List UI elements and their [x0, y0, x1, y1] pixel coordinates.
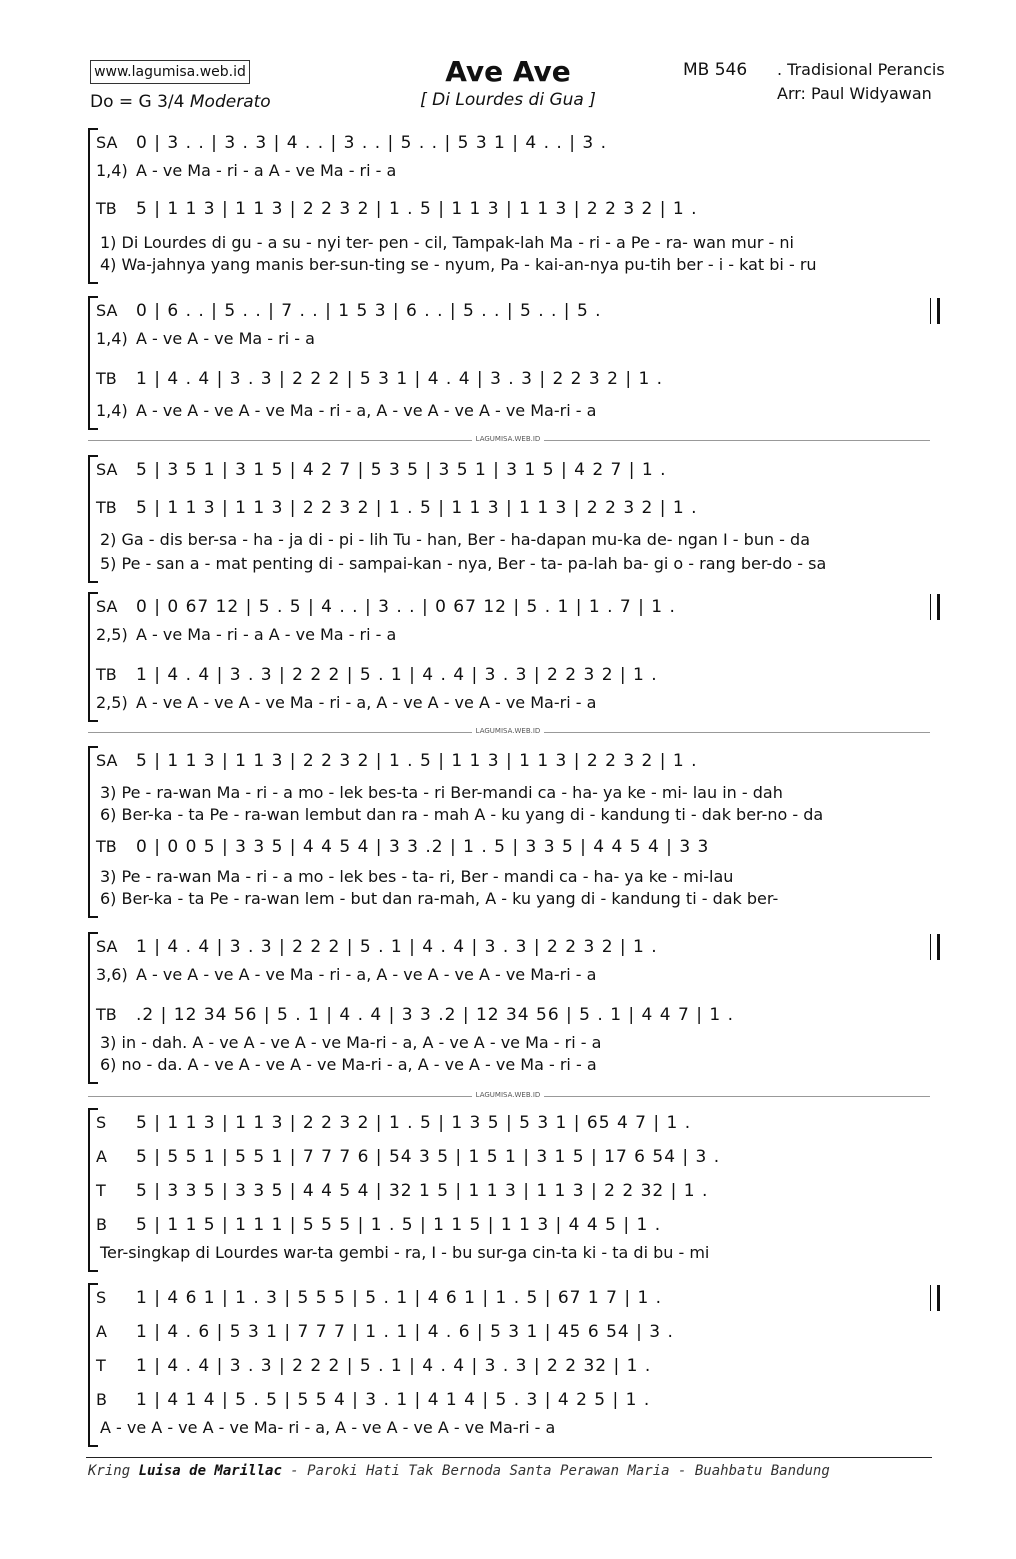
voice-label: B [96, 1215, 107, 1234]
lyrics-text: A - ve A - ve A - ve Ma- ri - a, A - ve A - ve A - ve Ma-ri - a [100, 1418, 556, 1437]
lyrics-row [96, 1417, 940, 1439]
verse-label: 1,4) [96, 329, 128, 348]
voice-label: TB [96, 199, 117, 218]
lyrics-text: 3) Pe - ra-wan Ma - ri - a mo - lek bes - ta- ri, Ber - mandi ca - ha- ya ke - mi-lau [100, 867, 734, 886]
voice-label: SA [96, 937, 118, 956]
lyrics-row [96, 328, 940, 350]
lyrics-text: 6) Ber-ka - ta Pe - ra-wan lem - but dan ra-mah, A - ku yang di - kandung ti - dak ber- [100, 889, 779, 908]
notes-text: 5 | 1 1 3 | 1 1 3 | 2 2 3 2 | 1 . 5 | 1 1 3 | 1 1 3 | 2 2 3 2 | 1 . [136, 498, 698, 518]
lyrics-row [96, 232, 940, 254]
notation-row [96, 364, 940, 394]
watermark-label [0, 727, 1016, 735]
voice-label: S [96, 1288, 107, 1307]
voice-label: A [96, 1147, 107, 1166]
notes-text: 1 | 4 . 4 | 3 . 3 | 2 2 2 | 5 . 1 | 4 . 4 | 3 . 3 | 2 2 32 | 1 . [136, 1356, 652, 1376]
voice-label: A [96, 1322, 107, 1341]
song-title: Ave Ave [445, 55, 571, 88]
notes-text: 5 | 1 1 3 | 1 1 3 | 2 2 3 2 | 1 . 5 | 1 1 3 | 1 1 3 | 2 2 3 2 | 1 . [136, 751, 698, 771]
song-subtitle: [ Di Lourdes di Gua ] [420, 90, 596, 110]
system-1 [88, 128, 940, 286]
lyrics-row [96, 160, 940, 182]
notation-row [96, 455, 940, 485]
verse-label: 3,6) [96, 965, 128, 984]
voice-label: T [96, 1356, 106, 1375]
notation-row [96, 296, 940, 326]
notes-text: 0 | 3 . . | 3 . 3 | 4 . . | 3 . . | 5 . . | 5 3 1 | 4 . . | 3 . [136, 133, 607, 153]
notation-row [96, 832, 940, 862]
notes-text: 5 | 5 5 1 | 5 5 1 | 7 7 7 6 | 54 3 5 | 1 5 1 | 3 1 5 | 17 6 54 | 3 . [136, 1147, 721, 1167]
notation-row [96, 493, 940, 523]
notes-text: 1 | 4 . 4 | 3 . 3 | 2 2 2 | 5 . 1 | 4 . 4 | 3 . 3 | 2 2 3 2 | 1 . [136, 937, 658, 957]
key-time-text: Do = G 3/4 [90, 92, 185, 112]
notation-row [96, 1142, 940, 1172]
lyrics-text: 3) in - dah. A - ve A - ve A - ve Ma-ri - a, A - ve A - ve Ma - ri - a [100, 1033, 602, 1052]
system-8 [88, 1283, 940, 1449]
voice-label: T [96, 1181, 106, 1200]
notation-row [96, 592, 940, 622]
footer-divider [86, 1457, 932, 1458]
lyrics-text: 5) Pe - san a - mat penting di - sampai-kan - nya, Ber - ta- pa-lah ba- gi o - rang ber-do - sa [100, 554, 827, 573]
system-7 [88, 1108, 940, 1274]
notation-row [96, 1317, 940, 1347]
notes-text: 5 | 3 5 1 | 3 1 5 | 4 2 7 | 5 3 5 | 3 5 1 | 3 1 5 | 4 2 7 | 1 . [136, 460, 667, 480]
lyrics-row [96, 692, 940, 714]
notes-text: 0 | 6 . . | 5 . . | 7 . . | 1 5 3 | 6 . . | 5 . . | 5 . . | 5 . [136, 301, 602, 321]
lyrics-row [96, 553, 940, 575]
lyrics-row [96, 1032, 940, 1054]
lyrics-row [96, 1054, 940, 1076]
lyrics-text: A - ve Ma - ri - a A - ve Ma - ri - a [136, 161, 397, 180]
lyrics-text: A - ve A - ve Ma - ri - a [136, 329, 315, 348]
voice-label: B [96, 1390, 107, 1409]
lyrics-row [96, 400, 940, 422]
voice-label: SA [96, 133, 118, 152]
notes-text: 1 | 4 . 4 | 3 . 3 | 2 2 2 | 5 . 1 | 4 . 4 | 3 . 3 | 2 2 3 2 | 1 . [136, 665, 658, 685]
verse-label: 1,4) [96, 161, 128, 180]
lyrics-text: A - ve A - ve A - ve Ma - ri - a, A - ve A - ve A - ve Ma-ri - a [136, 693, 597, 712]
notes-text: 1 | 4 6 1 | 1 . 3 | 5 5 5 | 5 . 1 | 4 6 1 | 1 . 5 | 67 1 7 | 1 . [136, 1288, 663, 1308]
lyrics-text: 6) no - da. A - ve A - ve A - ve Ma-ri - a, A - ve A - ve Ma - ri - a [100, 1055, 597, 1074]
notes-text: 1 | 4 . 4 | 3 . 3 | 2 2 2 | 5 3 1 | 4 . 4 | 3 . 3 | 2 2 3 2 | 1 . [136, 369, 664, 389]
song-origin: . Tradisional Perancis [777, 60, 945, 79]
watermark-text: LAGUMISA.WEB.ID [472, 435, 545, 443]
notes-text: 5 | 1 1 3 | 1 1 3 | 2 2 3 2 | 1 . 5 | 1 1 3 | 1 1 3 | 2 2 3 2 | 1 . [136, 199, 698, 219]
voice-label: SA [96, 301, 118, 320]
notation-row [96, 1210, 940, 1240]
footer-credit [88, 1463, 830, 1479]
tempo-marking: Moderato [189, 92, 271, 112]
system-3 [88, 455, 940, 585]
lyrics-text: 2) Ga - dis ber-sa - ha - ja di - pi - lih Tu - han, Ber - ha-dapan mu-ka de- ngan I - bun - da [100, 530, 810, 549]
notes-text: 0 | 0 67 12 | 5 . 5 | 4 . . | 3 . . | 0 67 12 | 5 . 1 | 1 . 7 | 1 . [136, 597, 676, 617]
lyrics-row [96, 624, 940, 646]
notation-row [96, 1351, 940, 1381]
lyrics-row [96, 804, 940, 826]
verse-label: 2,5) [96, 625, 128, 644]
notation-row [96, 746, 940, 776]
notation-row [96, 1283, 940, 1313]
lyrics-text: A - ve Ma - ri - a A - ve Ma - ri - a [136, 625, 397, 644]
notes-text: 1 | 4 . 6 | 5 3 1 | 7 7 7 | 1 . 1 | 4 . 6 | 5 3 1 | 45 6 54 | 3 . [136, 1322, 674, 1342]
voice-label: SA [96, 597, 118, 616]
lyrics-text: 4) Wa-jahnya yang manis ber-sun-ting se - nyum, Pa - kai-an-nya pu-tih ber - i - kat bi - ru [100, 255, 817, 274]
watermark-label [0, 1091, 1016, 1099]
lyrics-row [96, 254, 940, 276]
notes-text: .2 | 12 34 56 | 5 . 1 | 4 . 4 | 3 3 .2 | 12 34 56 | 5 . 1 | 4 4 7 | 1 . [136, 1005, 734, 1025]
voice-label: SA [96, 751, 118, 770]
lyrics-text: 6) Ber-ka - ta Pe - ra-wan lembut dan ra - mah A - ku yang di - kandung ti - dak ber-no - da [100, 805, 824, 824]
notation-row [96, 194, 940, 224]
song-arranger: Arr: Paul Widyawan [777, 84, 932, 103]
lyrics-text: A - ve A - ve A - ve Ma - ri - a, A - ve A - ve A - ve Ma-ri - a [136, 965, 597, 984]
lyrics-text: Ter-singkap di Lourdes war-ta gembi - ra, I - bu sur-ga cin-ta ki - ta di bu - mi [100, 1243, 710, 1262]
system-2 [88, 296, 940, 432]
voice-label: TB [96, 369, 117, 388]
notes-text: 1 | 4 1 4 | 5 . 5 | 5 5 4 | 3 . 1 | 4 1 4 | 5 . 3 | 4 2 5 | 1 . [136, 1390, 651, 1410]
footer-suffix: - Paroki Hati Tak Bernoda Santa Perawan Maria - Buahbatu Bandung [281, 1463, 830, 1479]
verse-label: 2,5) [96, 693, 128, 712]
notation-row [96, 1108, 940, 1138]
watermark-label [0, 435, 1016, 443]
system-4 [88, 592, 940, 724]
notes-text: 0 | 0 0 5 | 3 3 5 | 4 4 5 4 | 3 3 .2 | 1 . 5 | 3 3 5 | 4 4 5 4 | 3 3 [136, 837, 710, 857]
notation-row [96, 660, 940, 690]
notes-text: 5 | 1 1 3 | 1 1 3 | 2 2 3 2 | 1 . 5 | 1 3 5 | 5 3 1 | 65 4 7 | 1 . [136, 1113, 692, 1133]
lyrics-text: A - ve A - ve A - ve Ma - ri - a, A - ve A - ve A - ve Ma-ri - a [136, 401, 597, 420]
notation-row [96, 1385, 940, 1415]
voice-label: TB [96, 1005, 117, 1024]
notes-text: 5 | 3 3 5 | 3 3 5 | 4 4 5 4 | 32 1 5 | 1 1 3 | 1 1 3 | 2 2 32 | 1 . [136, 1181, 709, 1201]
lyrics-text: 3) Pe - ra-wan Ma - ri - a mo - lek bes-ta - ri Ber-mandi ca - ha- ya ke - mi- lau in - dah [100, 783, 783, 802]
lyrics-row [96, 866, 940, 888]
voice-label: TB [96, 498, 117, 517]
watermark-text: LAGUMISA.WEB.ID [472, 1091, 545, 1099]
voice-label: TB [96, 837, 117, 856]
footer-prefix: Kring [88, 1463, 139, 1479]
notation-row [96, 128, 940, 158]
notation-row [96, 1176, 940, 1206]
notes-text: 5 | 1 1 5 | 1 1 1 | 5 5 5 | 1 . 5 | 1 1 5 | 1 1 3 | 4 4 5 | 1 . [136, 1215, 662, 1235]
system-5 [88, 746, 940, 920]
voice-label: TB [96, 665, 117, 684]
voice-label: S [96, 1113, 107, 1132]
lyrics-row [96, 964, 940, 986]
verse-label: 1,4) [96, 401, 128, 420]
system-6 [88, 932, 940, 1086]
notation-row [96, 1000, 940, 1030]
lyrics-row [96, 1242, 940, 1264]
song-code: MB 546 [683, 60, 748, 80]
notation-row [96, 932, 940, 962]
lyrics-row [96, 782, 940, 804]
site-url-box[interactable]: www.lagumisa.web.id [90, 60, 250, 84]
lyrics-row [96, 888, 940, 910]
footer-name: Luisa de Marillac [138, 1463, 282, 1479]
watermark-text: LAGUMISA.WEB.ID [472, 727, 545, 735]
lyrics-row [96, 529, 940, 551]
lyrics-text: 1) Di Lourdes di gu - a su - nyi ter- pen - cil, Tampak-lah Ma - ri - a Pe - ra- wan mur - ni [100, 233, 794, 252]
voice-label: SA [96, 460, 118, 479]
